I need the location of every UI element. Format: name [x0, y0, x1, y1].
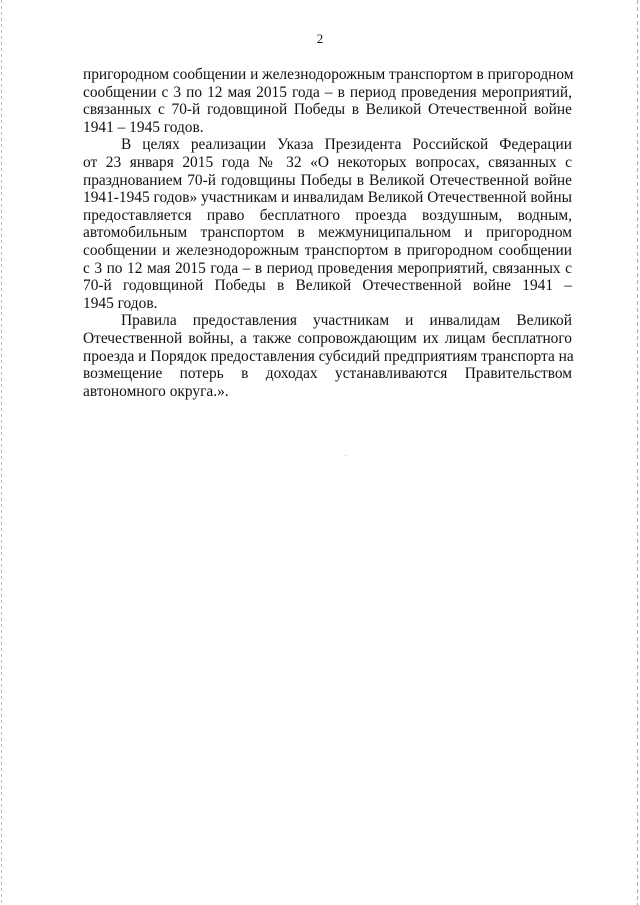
text-line: В целях реализации Указа Президента Российской Федерации: [121, 136, 572, 154]
scan-speck: [345, 455, 346, 456]
text-line: Отечественной войны, а также сопровождающим их лицам бесплатного: [83, 329, 572, 347]
text-line: связанных с 70-й годовщиной Победы в Великой Отечественной войне: [83, 101, 572, 119]
scan-edge-left: [1, 0, 2, 905]
text-line: Правила предоставления участникам и инвалидам Великой: [121, 312, 572, 330]
text-line: сообщении с 3 по 12 мая 2015 года – в период проведения мероприятий,: [83, 83, 572, 101]
text-line: автономного округа.».: [83, 382, 229, 400]
text-line: 1941-1945 годов» участникам и инвалидам Великой Отечественной войны: [83, 189, 572, 207]
text-line: проезда и Порядок предоставления субсидий предприятиям транспорта на: [83, 347, 574, 365]
text-line: от 23 января 2015 года № 32 «О некоторых вопросах, связанных с: [83, 153, 572, 171]
text-line: пригородном сообщении и железнодорожным транспортом в пригородном: [83, 66, 574, 83]
text-line: сообщении и железнодорожным транспортом в пригородном сообщении: [83, 241, 572, 259]
text-line: 1945 годов.: [83, 294, 158, 312]
text-line: автомобильным транспортом в межмуниципальном и пригородном: [83, 224, 572, 242]
paragraph-decree: [83, 136, 572, 312]
text-line: возмещение потерь в доходах устанавливаются Правительством: [83, 365, 572, 383]
scan-edge-right: [637, 0, 638, 905]
text-line: 1941 – 1945 годов.: [83, 118, 204, 136]
paragraph-rules: [83, 312, 572, 400]
text-line: предоставляется право бесплатного проезда воздушным, водным,: [83, 206, 572, 224]
paragraph-continuation: [83, 66, 572, 136]
page-number: 2: [316, 31, 324, 46]
text-line: 70-й годовщиной Победы в Великой Отечественной войне 1941 –: [83, 277, 572, 295]
document-body: [83, 66, 572, 400]
text-line: празднованием 70-й годовщины Победы в Великой Отечественной войне: [83, 171, 572, 189]
text-line: с 3 по 12 мая 2015 года – в период проведения мероприятий, связанных с: [83, 259, 572, 277]
